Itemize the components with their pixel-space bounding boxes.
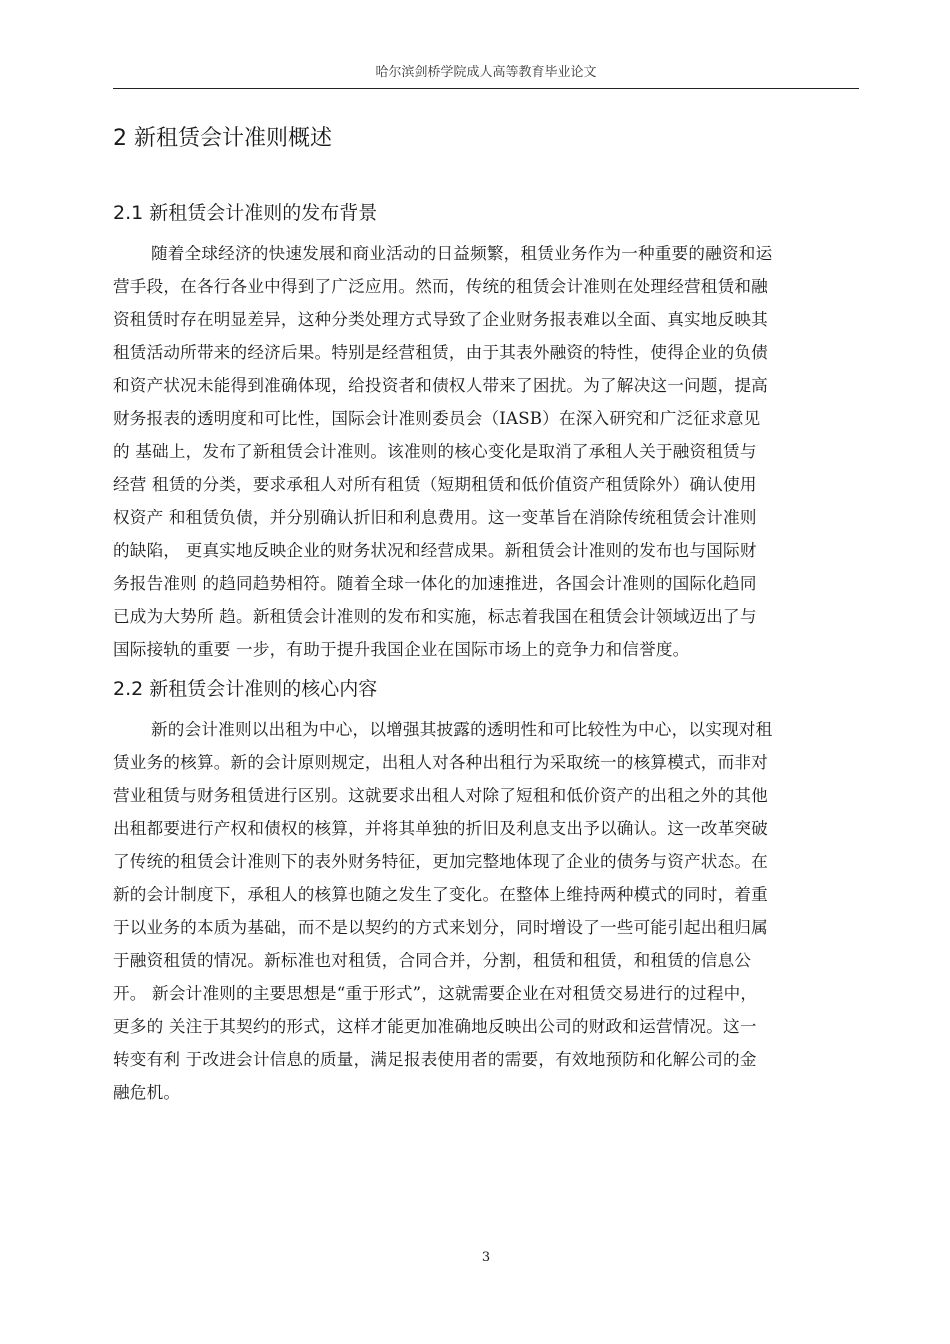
- header-rule: [113, 88, 859, 89]
- paragraph-line: 已成为大势所 趋。新租赁会计准则的发布和实施，标志着我国在租赁会计领域迈出了与: [113, 607, 757, 626]
- section-2-2-paragraph: [113, 713, 867, 1109]
- paragraph-line: 新的会计准则以出租为中心，以增强其披露的透明性和可比较性为中心，以实现对租: [151, 720, 773, 739]
- paragraph-line: 营手段，在各行各业中得到了广泛应用。然而，传统的租赁会计准则在处理经营租赁和融: [113, 277, 768, 296]
- paragraph-line: 资租赁时存在明显差异，这种分类处理方式导致了企业财务报表难以全面、真实地反映其: [113, 310, 768, 329]
- paragraph-line: 营业租赁与财务租赁进行区别。这就要求出租人对除了短租和低价资产的出租之外的其他: [113, 786, 768, 805]
- section-title-2-2: 2.2 新租赁会计准则的核心内容: [113, 678, 378, 700]
- section-title-2-1: 2.1 新租赁会计准则的发布背景: [113, 202, 378, 224]
- paragraph-line: 租赁活动所带来的经济后果。特别是经营租赁，由于其表外融资的特性，使得企业的负债: [113, 343, 768, 362]
- paragraph-line: 权资产 和租赁负债，并分别确认折旧和利息费用。这一变革旨在消除传统租赁会计准则: [113, 508, 757, 527]
- chapter-title: 2 新租赁会计准则概述: [113, 126, 332, 151]
- paragraph-line: 的缺陷， 更真实地反映企业的财务状况和经营成果。新租赁会计准则的发布也与国际财: [113, 541, 757, 560]
- paragraph-line: 赁业务的核算。新的会计原则规定，出租人对各种出租行为采取统一的核算模式，而非对: [113, 753, 768, 772]
- paragraph-line: 开。 新会计准则的主要思想是“重于形式”，这就需要企业在对租赁交易进行的过程中，: [113, 984, 758, 1003]
- paragraph-line: 财务报表的透明度和可比性，国际会计准则委员会（IASB）在深入研究和广泛征求意见: [113, 409, 761, 428]
- page-header: 哈尔滨剑桥学院成人高等教育毕业论文: [375, 65, 597, 80]
- paragraph-line: 的 基础上，发布了新租赁会计准则。该准则的核心变化是取消了承租人关于融资租赁与: [113, 442, 757, 461]
- section-2-1-paragraph: [113, 237, 867, 666]
- paragraph-line: 经营 租赁的分类，要求承租人对所有租赁（短期租赁和低价值资产租赁除外）确认使用: [113, 475, 757, 494]
- page-number: 3: [481, 1250, 491, 1265]
- paragraph-line: 了传统的租赁会计准则下的表外财务特征，更加完整地体现了企业的债务与资产状态。在: [113, 852, 768, 871]
- paragraph-line: 和资产状况未能得到准确体现，给投资者和债权人带来了困扰。为了解决这一问题，提高: [113, 376, 768, 395]
- paragraph-line: 转变有利 于改进会计信息的质量，满足报表使用者的需要，有效地预防和化解公司的金: [113, 1050, 757, 1069]
- paragraph-line: 新的会计制度下，承租人的核算也随之发生了变化。在整体上维持两种模式的同时，着重: [113, 885, 768, 904]
- paragraph-line: 务报告准则 的趋同趋势相符。随着全球一体化的加速推进，各国会计准则的国际化趋同: [113, 574, 757, 593]
- paragraph-line: 于以业务的本质为基础，而不是以契约的方式来划分，同时增设了一些可能引起出租归属: [113, 918, 768, 937]
- paragraph-line: 于融资租赁的情况。新标准也对租赁，合同合并，分割，租赁和租赁，和租赁的信息公: [113, 951, 752, 970]
- paragraph-line: 更多的 关注于其契约的形式，这样才能更加准确地反映出公司的财政和运营情况。这一: [113, 1017, 757, 1036]
- paragraph-line: 随着全球经济的快速发展和商业活动的日益频繁，租赁业务作为一种重要的融资和运: [151, 244, 773, 263]
- paragraph-line: 出租都要进行产权和债权的核算，并将其单独的折旧及利息支出予以确认。这一改革突破: [113, 819, 768, 838]
- paragraph-line: 国际接轨的重要 一步，有助于提升我国企业在国际市场上的竞争力和信誉度。: [113, 640, 690, 659]
- paragraph-line: 融危机。: [113, 1083, 181, 1102]
